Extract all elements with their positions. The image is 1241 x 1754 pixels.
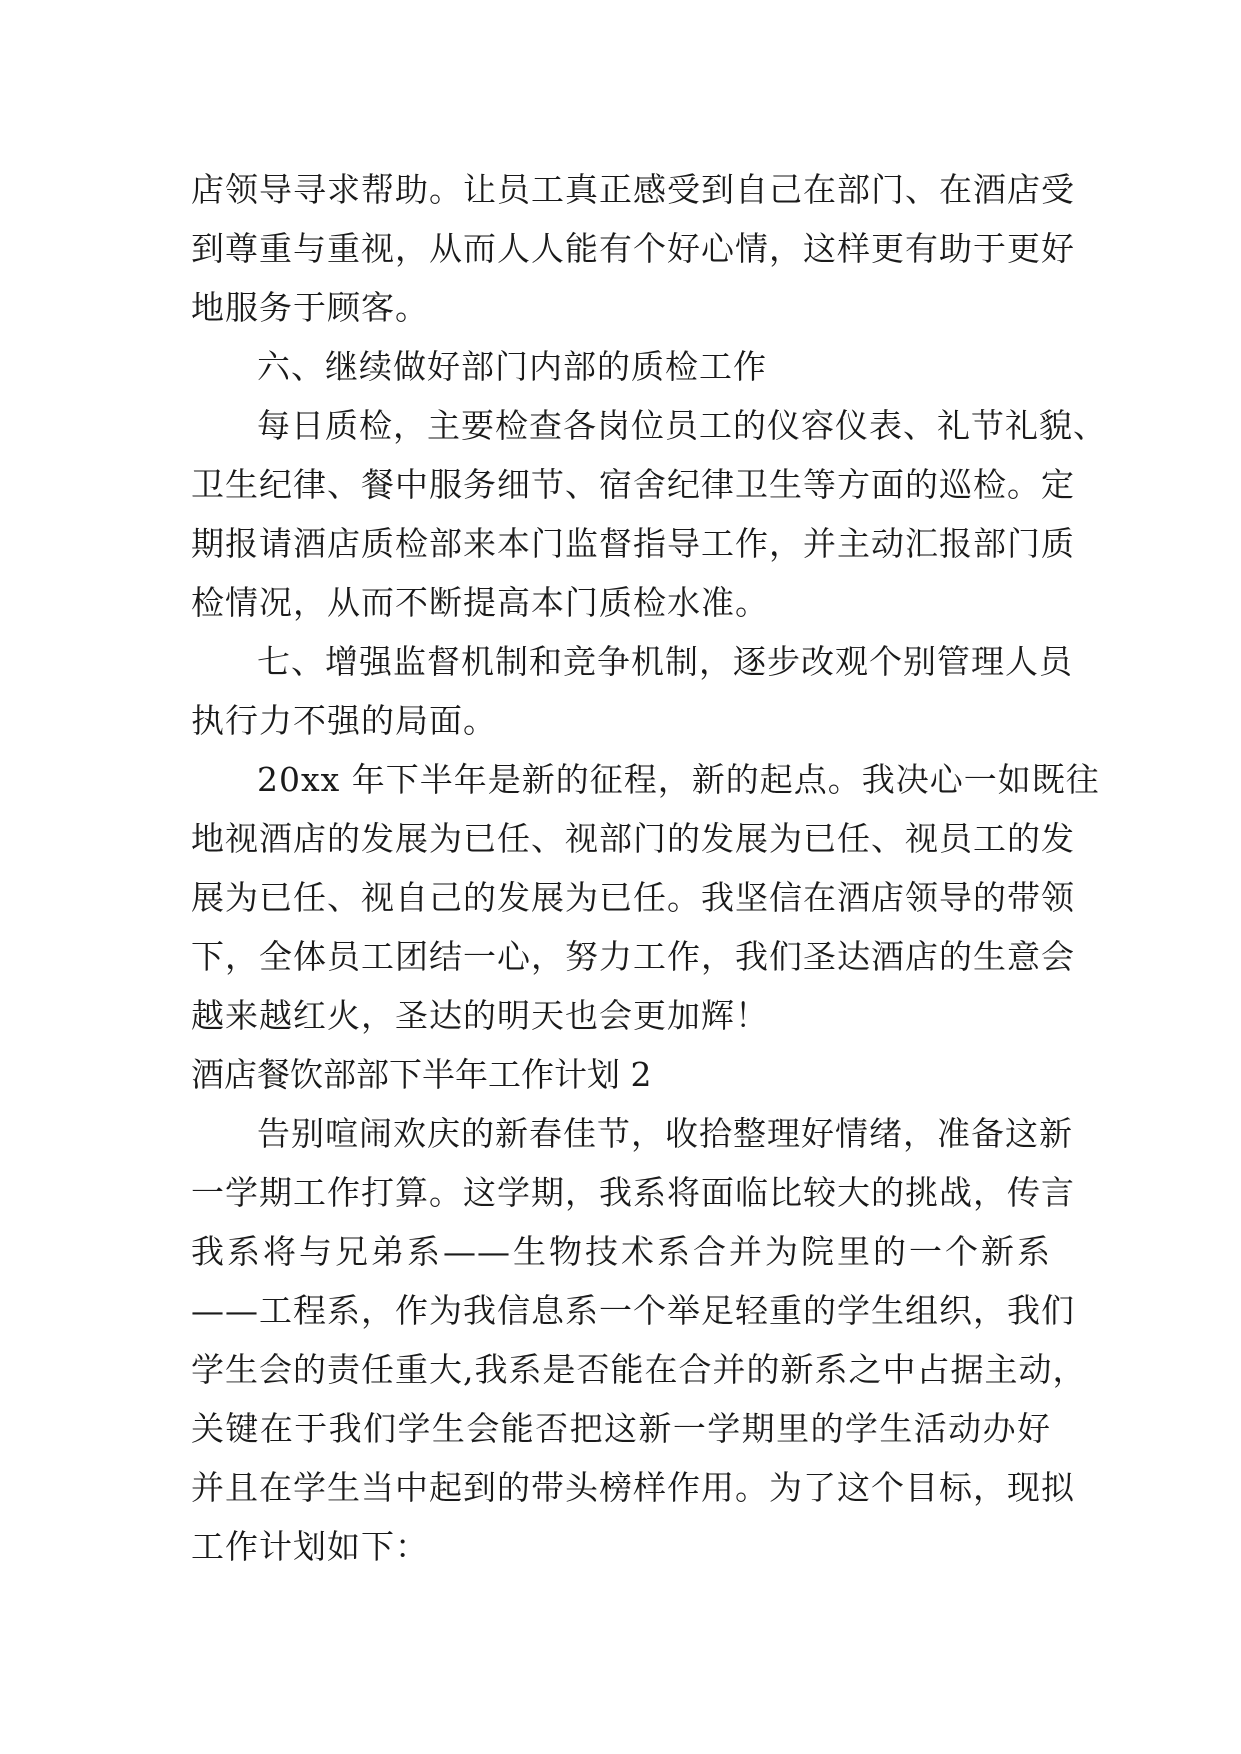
document-body	[191, 160, 1107, 1576]
paragraph-line: 学生会的责任重大,我系是否能在合并的新系之中占据主动，	[191, 1350, 1087, 1389]
paragraph-line: 地视酒店的发展为已任、视部门的发展为已任、视员工的发	[191, 819, 1075, 858]
paragraph-line: 20xx 年下半年是新的征程，新的起点。我决心一如既往	[257, 760, 1100, 799]
paragraph-line: 下，全体员工团结一心，努力工作，我们圣达酒店的生意会	[191, 937, 1075, 976]
paragraph-line: ——工程系，作为我信息系一个举足轻重的学生组织，我们	[191, 1291, 1075, 1330]
paragraph-line: 并且在学生当中起到的带头榜样作用。为了这个目标，现拟	[191, 1468, 1075, 1507]
paragraph-line: 工作计划如下：	[191, 1527, 429, 1566]
section-heading: 六、继续做好部门内部的质检工作	[257, 347, 767, 386]
paragraph-line: 卫生纪律、餐中服务细节、宿舍纪律卫生等方面的巡检。定	[191, 465, 1075, 504]
paragraph-line: 越来越红火，圣达的明天也会更加辉！	[191, 996, 769, 1035]
paragraph-line: 告别喧闹欢庆的新春佳节，收拾整理好情绪，准备这新	[257, 1114, 1073, 1153]
paragraph-line: 到尊重与重视，从而人人能有个好心情，这样更有助于更好	[191, 229, 1075, 268]
paragraph-line: 我系将与兄弟系——生物技术系合并为院里的一个新系	[191, 1232, 1051, 1271]
paragraph-line: 店领导寻求帮助。让员工真正感受到自己在部门、在酒店受	[191, 170, 1075, 209]
paragraph-line: 关键在于我们学生会能否把这新一学期里的学生活动办好	[191, 1409, 1051, 1448]
section-heading: 七、增强监督机制和竞争机制，逐步改观个别管理人员	[257, 642, 1073, 681]
document-title: 酒店餐饮部部下半年工作计划 2	[191, 1055, 652, 1094]
paragraph-line: 展为已任、视自己的发展为已任。我坚信在酒店领导的带领	[191, 878, 1075, 917]
paragraph-line: 期报请酒店质检部来本门监督指导工作，并主动汇报部门质	[191, 524, 1075, 563]
section-heading: 执行力不强的局面。	[191, 701, 497, 740]
paragraph-line: 每日质检，主要检查各岗位员工的仪容仪表、礼节礼貌、	[257, 406, 1107, 445]
paragraph-line: 地服务于顾客。	[191, 288, 429, 327]
paragraph-line: 一学期工作打算。这学期，我系将面临比较大的挑战，传言	[191, 1173, 1075, 1212]
paragraph-line: 检情况，从而不断提高本门质检水准。	[191, 583, 769, 622]
